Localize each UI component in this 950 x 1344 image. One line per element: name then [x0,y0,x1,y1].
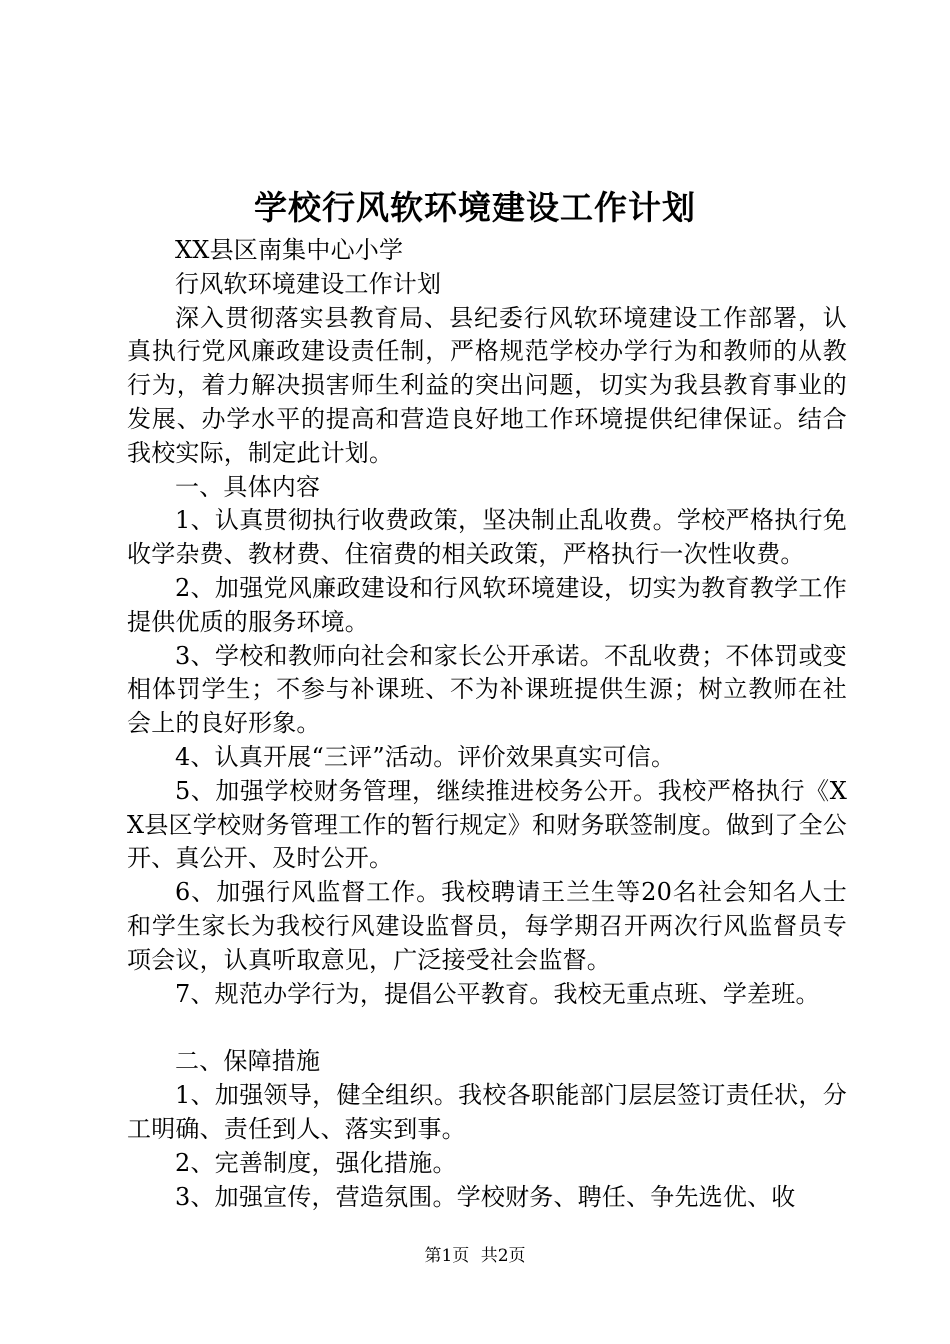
content-item-4: 4、认真开展“三评”活动。评价效果真实可信。 [175,742,676,771]
content-item-6: 6、加强行风监督工作。我校聘请王兰生等20名社会知名人士和学生家长为我校行风建设监督员，每学期召开两次行风监督员专项会议，认真听取意见，广泛接受社会监督。 [127,878,847,974]
section-heading-measures: 二、保障措施 [175,1047,321,1076]
school-name: XX县区南集中心小学 [175,236,404,264]
document-title: 学校行风软环境建设工作计划 [254,188,696,227]
section-heading-content: 一、具体内容 [175,472,321,501]
document-body [127,234,847,1214]
measure-item-2: 2、完善制度，强化措施。 [175,1148,457,1177]
content-item-2: 2、加强党风廉政建设和行风软环境建设，切实为教育教学工作提供优质的服务环境。 [127,573,847,636]
content-item-3: 3、学校和教师向社会和家长公开承诺。不乱收费；不体罚或变相体罚学生；不参与补课班、不为补课班提供生源；树立教师在社会上的良好形象。 [127,641,847,738]
measure-item-1: 1、加强领导，健全组织。我校各职能部门层层签订责任状，分工明确、责任到人、落实到事。 [127,1081,847,1143]
plan-subtitle: 行风软环境建设工作计划 [175,269,442,298]
measure-item-3: 3、加强宣传，营造氛围。学校财务、聘任、争先选优、收 [175,1182,796,1211]
content-item-1: 1、认真贯彻执行收费政策，坚决制止乱收费。学校严格执行免收学杂费、教材费、住宿费的相关政策，严格执行一次性收费。 [127,506,847,569]
intro-paragraph: 深入贯彻落实县教育局、县纪委行风软环境建设工作部署，认真执行党风廉政建设责任制，严格规范学校办学行为和教师的从教行为，着力解决损害师生利益的突出问题，切实为我县教育事业的发展、办学水平的提高和营造良好地工作环境提供纪律保证。结合我校实际，制定此计划。 [127,303,847,467]
content-item-5: 5、加强学校财务管理，继续推进校务公开。我校严格执行《XX县区学校财务管理工作的暂行规定》和财务联签制度。做到了全公开、真公开、及时公开。 [127,776,847,873]
page-footer: 第1页 共2页 [424,1246,526,1266]
content-item-7: 7、规范办学行为，提倡公平教育。我校无重点班、学差班。 [175,979,820,1008]
paragraph-gap [127,1011,847,1045]
